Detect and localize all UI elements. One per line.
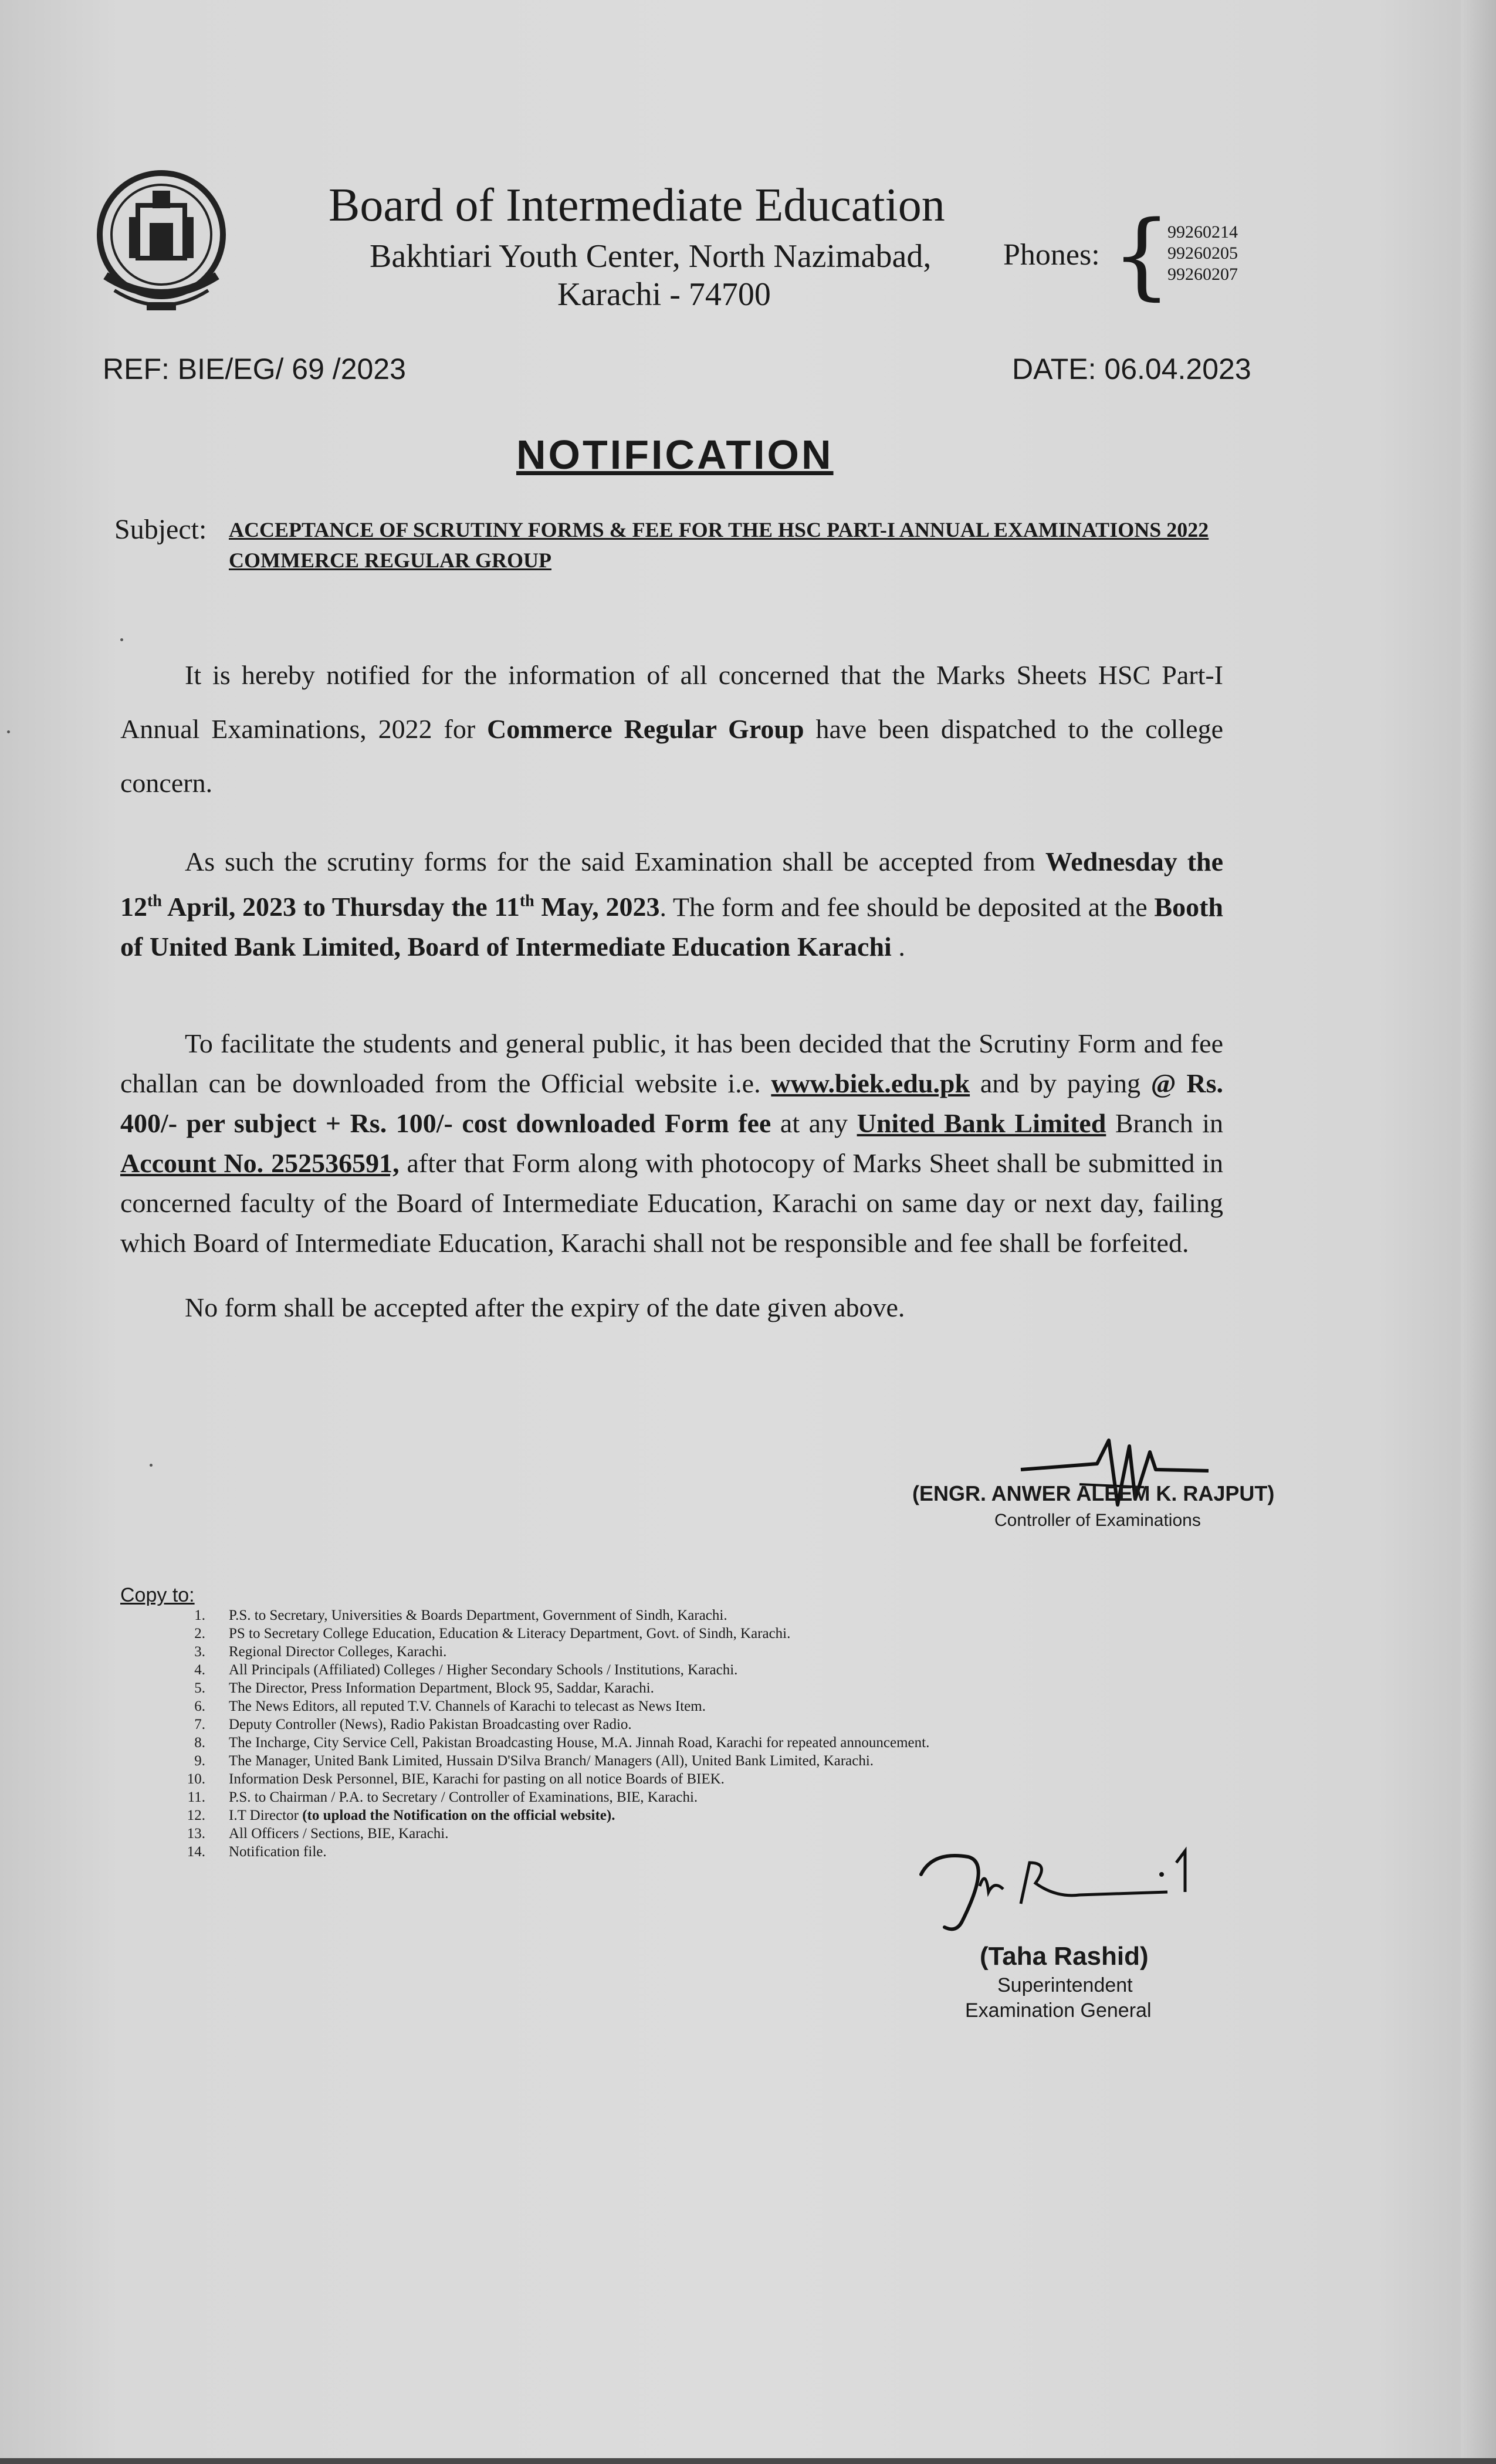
website-link[interactable]: www.biek.edu.pk xyxy=(771,1068,970,1098)
paragraph-3-text: To facilitate the students and general public, it has been decided that the Scrutiny Form and fee challan can be downloaded from the Official website i.e. xyxy=(120,1028,1223,1098)
paragraph-2-end: . xyxy=(891,932,905,962)
list-item: 8. The Incharge, City Service Cell, Pakistan Broadcasting House, M.A. Jinnah Road, Karachi for repeated announcement. xyxy=(194,1735,930,1751)
superintendent-title: Superintendent xyxy=(997,1974,1133,1996)
phone-number: 99260205 xyxy=(1167,243,1238,263)
paragraph-2 xyxy=(120,842,1223,967)
paragraph-2-intro: As such the scrutiny forms for the said Examination shall be accepted from xyxy=(185,847,1045,876)
account-number: Account No. 252536591, xyxy=(120,1148,400,1178)
scan-speck xyxy=(120,638,123,641)
paragraph-3-text: after that Form along with photocopy of Marks Sheet shall be submitted in concerned faculty of the Board of Intermediate Education, Karachi on same day or next day, failing which Board of Intermediate Education, Karachi shall not be responsible and fee shall be forfeited. xyxy=(120,1148,1224,1258)
paragraph-1 xyxy=(120,648,1223,810)
list-item: 12. I.T Director (to upload the Notification on the official website). xyxy=(187,1808,615,1823)
list-item: 10. Information Desk Personnel, BIE, Karachi for pasting on all notice Boards of BIEK. xyxy=(187,1771,725,1787)
phone-number: 99260214 xyxy=(1167,222,1238,242)
list-item: 4. All Principals (Affiliated) Colleges / Higher Secondary Schools / Institutions, Karachi. xyxy=(194,1662,738,1678)
date-range: Wednesday the 12th April, 2023 to Thursday the 11th May, 2023 xyxy=(120,847,1224,922)
list-item: 7. Deputy Controller (News), Radio Pakistan Broadcasting over Radio. xyxy=(194,1717,632,1732)
paragraph-4-text: No form shall be accepted after the expiry of the date given above. xyxy=(185,1292,905,1322)
list-item: 13. All Officers / Sections, BIE, Karachi. xyxy=(187,1826,449,1842)
organization-city: Karachi - 74700 xyxy=(557,276,771,313)
scan-speck xyxy=(7,730,10,733)
list-item: 9. The Manager, United Bank Limited, Hussain D'Silva Branch/ Managers (All), United Bank Limited, Karachi. xyxy=(194,1753,874,1769)
subject-label: Subject: xyxy=(114,514,207,545)
superintendent-name: (Taha Rashid) xyxy=(980,1942,1149,1971)
list-item: 6. The News Editors, all reputed T.V. Channels of Karachi to telecast as News Item. xyxy=(194,1698,706,1714)
paragraph-3-text: at any xyxy=(771,1108,857,1138)
copy-to-label: Copy to: xyxy=(120,1584,195,1606)
document-title: NOTIFICATION xyxy=(516,432,834,478)
bank-name: United Bank Limited xyxy=(857,1108,1106,1138)
organization-address: Bakhtiari Youth Center, North Nazimabad, xyxy=(370,238,932,275)
paragraph-1-text: It is hereby notified for the information of all concerned that the Marks Sheets HSC Part-I Annual Examinations, 2022 for xyxy=(120,660,1223,744)
notification-date: DATE: 06.04.2023 xyxy=(1012,353,1251,385)
brace-icon: { xyxy=(1112,200,1172,310)
scan-bottom-edge xyxy=(0,2458,1496,2464)
paragraph-3-text: Branch in xyxy=(1106,1108,1223,1138)
list-item: 1. P.S. to Secretary, Universities & Boards Department, Government of Sindh, Karachi. xyxy=(194,1607,727,1623)
controller-title: Controller of Examinations xyxy=(994,1511,1201,1530)
scan-right-edge xyxy=(1461,0,1496,2464)
paragraph-2-mid: . The form and fee should be deposited at the xyxy=(659,892,1155,922)
list-item: 5. The Director, Press Information Department, Block 95, Saddar, Karachi. xyxy=(194,1680,654,1696)
controller-name: (ENGR. ANWER ALEEM K. RAJPUT) xyxy=(912,1481,1275,1505)
deposit-location: Booth of United Bank Limited, Board of Intermediate Education Karachi xyxy=(120,892,1223,962)
paragraph-4 xyxy=(120,1288,1223,1328)
subject-text: ACCEPTANCE OF SCRUTINY FORMS & FEE FOR THE HSC PART-I ANNUAL EXAMINATIONS 2022 COMMERCE REGULAR GROUP xyxy=(229,518,1209,572)
list-item: 11. P.S. to Chairman / P.A. to Secretary / Controller of Examinations, BIE, Karachi. xyxy=(187,1789,698,1805)
phone-number: 99260207 xyxy=(1167,265,1238,284)
fee-amount: @ Rs. 400/- per subject + Rs. 100/- cost downloaded Form fee xyxy=(120,1068,1223,1138)
copy-to-list xyxy=(141,1606,929,1861)
list-item: 2. PS to Secretary College Education, Education & Literacy Department, Govt. of Sindh, Karachi. xyxy=(194,1626,791,1641)
group-name: Commerce Regular Group xyxy=(487,714,804,744)
phones-label: Phones: xyxy=(1003,238,1100,272)
list-item: 14. Notification file. xyxy=(187,1844,327,1860)
list-item: 3. Regional Director Colleges, Karachi. xyxy=(194,1644,447,1660)
phone-list xyxy=(1167,222,1238,285)
superintendent-signature-icon xyxy=(909,1839,1203,1939)
superintendent-department: Examination General xyxy=(965,1999,1152,2022)
scan-speck xyxy=(150,1464,153,1467)
paragraph-3 xyxy=(120,1024,1223,1263)
controller-signature-icon xyxy=(1009,1429,1220,1522)
board-logo-icon xyxy=(94,164,229,323)
reference-number: REF: BIE/EG/ 69 /2023 xyxy=(103,353,406,385)
organization-name: Board of Intermediate Education xyxy=(329,180,945,231)
paragraph-3-text: and by paying xyxy=(970,1068,1151,1098)
paragraph-1-text-end: have been dispatched to the college concern. xyxy=(120,714,1223,798)
